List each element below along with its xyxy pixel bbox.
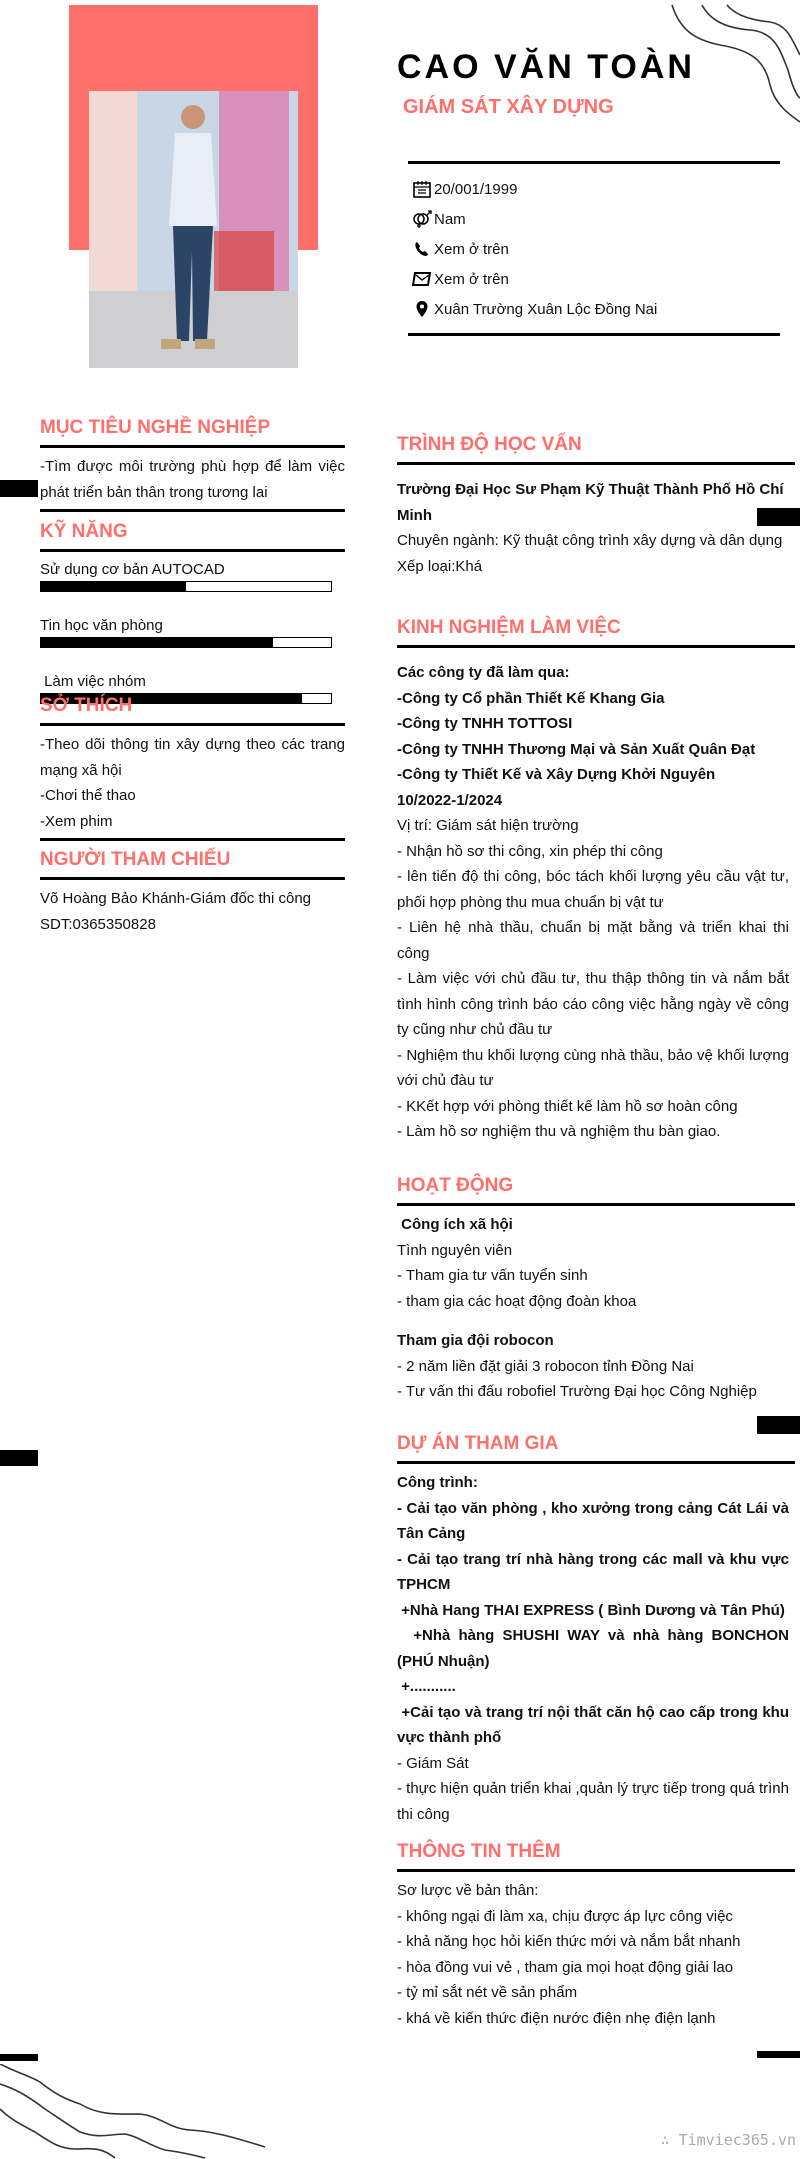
activity-item: - Tư vấn thi đấu robofiel Trường Đại học Công Nghiệp (397, 1383, 757, 1400)
experience-company: Các công ty đã làm qua: (397, 664, 570, 681)
wave-decoration-bottom-icon (0, 2064, 270, 2159)
project-item: +........... (397, 1678, 456, 1695)
major: Chuyên ngành: Kỹ thuật công trình xây dựng và dân dụng (397, 532, 783, 549)
candidate-role: GIÁM SÁT XÂY DỰNG (403, 96, 614, 118)
divider (397, 1869, 795, 1872)
activity-item: Tình nguyên viên (397, 1241, 513, 1259)
experience-company: -Công ty Thiết Kế và Xây Dựng Khởi Nguyên (397, 766, 716, 783)
experience-item: - KKết hợp với phòng thiết kế làm hồ sơ hoàn công (397, 1097, 738, 1115)
info-text: Xem ở trên (434, 270, 509, 288)
section-title: DỰ ÁN THAM GIA (397, 1433, 559, 1454)
project-item: +Nhà hàng SHUSHI WAY và nhà hàng BONCHON (PHÚ Nhuận) (397, 1627, 794, 1670)
skill-item (40, 560, 345, 592)
extra-info-item: - khả năng học hỏi kiến thức mới và nắm bắt nhanh (397, 1933, 741, 1950)
section-education (397, 432, 795, 579)
section-title: TRÌNH ĐỘ HỌC VẤN (397, 434, 582, 455)
extra-info-item: - không ngại đi làm xa, chịu được áp lực công việc (397, 1907, 733, 1925)
objective-text: -Tìm được môi trường phù hợp để làm việc phát triển bản thân trong tương lai (40, 458, 345, 501)
project-item: +Nhà Hang THAI EXPRESS ( Bình Dương và Tân Phú) (397, 1601, 785, 1619)
experience-item: - lên tiến độ thi công, bóc tách khối lượng yêu cầu vật tư, phối hợp phòng thu mua chuẩn bị vật tư (397, 868, 794, 911)
skill-bar-fill (41, 638, 273, 647)
project-item: - Cải tạo văn phòng , kho xưởng trong cảng Cát Lái và Tân Cảng (397, 1499, 794, 1542)
experience-item: - Nhận hồ sơ thi công, xin phép thi công (397, 842, 663, 860)
redaction-bar (757, 2051, 800, 2058)
section-title: NGƯỜI THAM CHIẾU (40, 849, 231, 870)
experience-item: - Làm hồ sơ nghiệm thu và nghiệm thu bàn giao. (397, 1123, 721, 1140)
project-detail: - Giám Sát (397, 1754, 469, 1772)
info-gender (412, 204, 657, 234)
experience-company: -Công ty Cổ phần Thiết Kế Khang Gia (397, 689, 665, 707)
section-objective (40, 415, 345, 518)
redaction-bar (0, 2054, 38, 2061)
calendar-icon (412, 179, 432, 199)
reference-item: SDT:0365350828 (40, 915, 156, 933)
experience-item: - Liên hệ nhà thầu, chuẩn bị mặt bằng và triển khai thi công (397, 919, 794, 962)
personal-info (412, 174, 657, 324)
section-title: HOẠT ĐỘNG (397, 1175, 514, 1196)
experience-item: - Làm việc với chủ đầu tư, thu thập thông tin và nắm bắt tình hình công trình báo cáo công việc hằng ngày về công ty cũng như chủ đầu tư (397, 970, 794, 1038)
project-item: +Cải tạo và trang trí nội thất căn hộ cao cấp trong khu vực thành phố (397, 1703, 794, 1746)
gender-icon (412, 209, 432, 229)
project-item: Công trình: (397, 1474, 478, 1491)
watermark: ∴ Timviec365.vn (660, 2131, 796, 2149)
divider (40, 723, 345, 726)
info-phone (412, 234, 657, 264)
divider (397, 1203, 795, 1206)
experience-item: - Nghiệm thu khối lượng cùng nhà thầu, bảo vệ khối lượng với chủ đàu tư (397, 1046, 794, 1089)
experience-company: -Công ty TNHH Thương Mại và Sản Xuất Quân Đạt (397, 740, 756, 758)
section-title: THÔNG TIN THÊM (397, 1841, 561, 1862)
divider (408, 333, 780, 336)
skill-item (40, 616, 345, 648)
hobby-item: -Theo dõi thông tin xây dựng theo các trang mạng xã hội (40, 736, 345, 779)
experience-item: Vị trí: Giám sát hiện trường (397, 817, 579, 834)
section-title: SỞ THÍCH (40, 695, 133, 716)
info-text: Nam (434, 210, 466, 228)
divider (397, 462, 795, 465)
skill-bar-fill (41, 582, 186, 591)
divider (408, 161, 780, 164)
experience-company: -Công ty TNHH TOTTOSI (397, 715, 573, 732)
candidate-name: CAO VĂN TOÀN (397, 48, 695, 86)
phone-icon (412, 239, 432, 259)
extra-info-item: - khá về kiến thức điện nước điện nhẹ điện lạnh (397, 2009, 716, 2027)
skill-label: Tin học văn phòng (40, 617, 163, 634)
hobby-item: -Xem phim (40, 812, 113, 830)
divider (40, 445, 345, 448)
experience-company: 10/2022-1/2024 (397, 791, 503, 809)
divider (40, 877, 345, 880)
info-address (412, 294, 657, 324)
redaction-bar (0, 1450, 38, 1466)
section-activities (397, 1173, 795, 1405)
hobby-item: -Chơi thể thao (40, 787, 136, 804)
project-item: - Cải tạo trang trí nhà hàng trong các mall và khu vực TPHCM (397, 1550, 794, 1593)
divider (397, 645, 795, 648)
redaction-bar (757, 508, 800, 526)
skill-bar (40, 637, 332, 648)
skill-bar (40, 581, 332, 592)
extra-info-item: - tỷ mỉ sắt nét về sản phẩm (397, 1984, 578, 2001)
activity-item: - Tham gia tư vấn tuyển sinh (397, 1267, 588, 1284)
section-title: KỸ NĂNG (40, 521, 128, 542)
activity-group-title: Tham gia đội robocon (397, 1332, 554, 1349)
redaction-bar (0, 480, 38, 497)
section-experience (397, 615, 795, 1145)
activity-item: - tham gia các hoạt động đoàn khoa (397, 1292, 637, 1310)
info-text: Xem ở trên (434, 240, 509, 258)
section-title: MỤC TIÊU NGHỀ NGHIỆP (40, 417, 271, 438)
divider (40, 509, 345, 512)
activity-item: - 2 năm liền đặt giải 3 robocon tỉnh Đồng Nai (397, 1357, 694, 1375)
profile-photo (89, 91, 298, 368)
divider (40, 549, 345, 552)
email-icon (412, 269, 432, 289)
info-text: 20/001/1999 (434, 180, 518, 198)
extra-info-item: Sơ lược về bản thân: (397, 1882, 539, 1899)
section-title: KINH NGHIỆM LÀM VIỆC (397, 617, 621, 638)
redaction-bar (757, 1416, 800, 1434)
section-projects (397, 1431, 795, 1827)
section-references (40, 847, 345, 937)
info-email (412, 264, 657, 294)
section-extra-info (397, 1839, 795, 2031)
school-name: Trường Đại Học Sư Phạm Kỹ Thuật Thành Phố Hồ Chí Minh (397, 481, 784, 524)
extra-info-item: - hòa đồng vui vẻ , tham gia mọi hoạt động giải lao (397, 1958, 734, 1976)
section-skills (40, 519, 345, 704)
info-birthdate (412, 174, 657, 204)
location-icon (412, 299, 432, 319)
divider (397, 1461, 795, 1464)
reference-item: Võ Hoàng Bảo Khánh-Giám đốc thi công (40, 890, 312, 907)
divider (40, 838, 345, 841)
skill-label: Làm việc nhóm (40, 673, 146, 690)
project-detail: - thực hiện quản triển khai ,quản lý trực tiếp trong quá trình thi công (397, 1780, 794, 1823)
skill-label: Sử dụng cơ bản AUTOCAD (40, 561, 225, 578)
section-hobbies (40, 693, 345, 847)
grade: Xếp loại:Khá (397, 557, 483, 575)
activity-group-title: Công ích xã hội (397, 1216, 513, 1233)
info-text: Xuân Trường Xuân Lộc Đồng Nai (434, 300, 658, 318)
